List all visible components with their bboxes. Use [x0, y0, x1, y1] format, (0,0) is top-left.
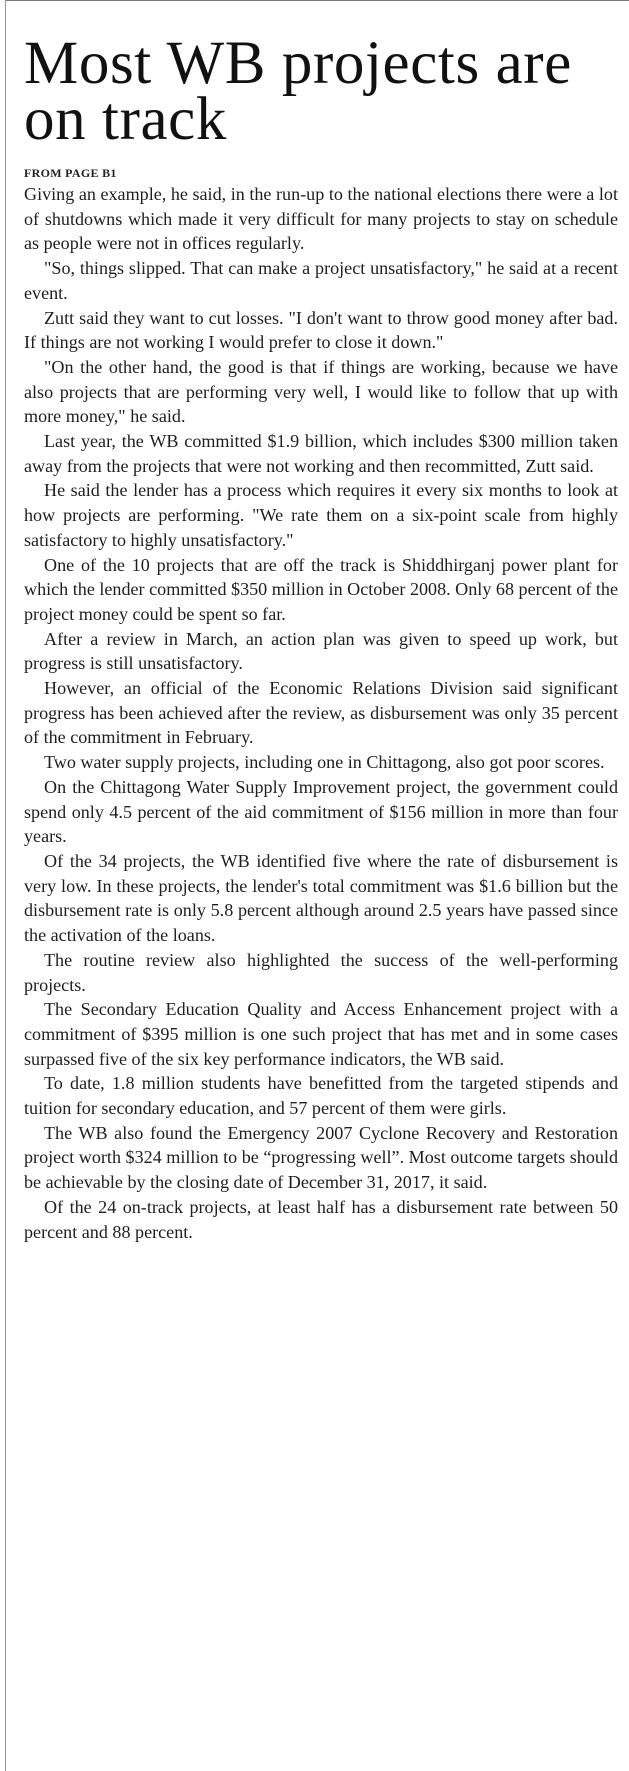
headline: Most WB projects are on track	[24, 30, 572, 153]
jump-line: FROM PAGE B1	[24, 166, 117, 180]
paragraph: He said the lender has a process which requires it every six months to look at how projects are performing. "We rate them on a six-point scale from highly satisfactory to highly unsatisfactory."	[24, 480, 618, 550]
paragraph: Zutt said they want to cut losses. "I don't want to throw good money after bad. If things are not working I would prefer to close it down."	[24, 307, 618, 353]
paragraph: Of the 34 projects, the WB identified five where the rate of disbursement is very low. In these projects, the lender's total commitment was $1.6 billion but the disbursement rate is only 5.8 percent although around 2.5 years have passed since the activation of the loans.	[24, 850, 618, 946]
paragraph: The WB also found the Emergency 2007 Cyclone Recovery and Restoration project worth $324 million to be “progressing well”. Most outcome targets should be achievable by the closing date of December 31, 2017, it said.	[24, 1122, 618, 1193]
paragraph: Giving an example, he said, in the run-up to the national elections there were a lot of shutdowns which made it very difficult for many projects to stay on schedule as people were not in offices regularly.	[24, 184, 618, 254]
paragraph: One of the 10 projects that are off the track is Shiddhirganj power plant for which the lender committed $350 million in October 2008. Only 68 percent of the project money could be spent so far.	[24, 554, 618, 624]
paragraph: "On the other hand, the good is that if things are working, because we have also projects that are performing very well, I would like to follow that up with more money," he said.	[24, 356, 618, 427]
paragraph: On the Chittagong Water Supply Improvement project, the government could spend only 4.5 percent of the aid commitment of $156 million in more than four years.	[24, 776, 618, 847]
paragraph: The Secondary Education Quality and Access Enhancement project with a commitment of $395 million is one such project that has met and in some cases surpassed five of the six key performance indicators, the WB said.	[24, 999, 618, 1069]
paragraph: The routine review also highlighted the success of the well-performing projects.	[24, 949, 618, 995]
paragraph: Two water supply projects, including one in Chittagong, also got poor scores.	[44, 752, 605, 773]
paragraph: To date, 1.8 million students have benefitted from the targeted stipends and tuition for secondary education, and 57 percent of them were girls.	[24, 1073, 618, 1119]
paragraph: However, an official of the Economic Relations Division said significant progress has been achieved after the review, as disbursement was only 35 percent of the commitment in February.	[24, 678, 618, 748]
paragraph: Last year, the WB committed $1.9 billion, which includes $300 million taken away from the projects that were not working and then recommitted, Zutt said.	[24, 431, 618, 476]
top-rule	[5, 0, 629, 1]
column-rule	[5, 0, 6, 1771]
paragraph: "So, things slipped. That can make a project unsatisfactory," he said at a recent event.	[24, 258, 618, 303]
article-body	[24, 182, 618, 1244]
news-article	[24, 30, 618, 1244]
paragraph: Of the 24 on-track projects, at least half has a disbursement rate between 50 percent and 88 percent.	[24, 1196, 618, 1242]
paragraph: After a review in March, an action plan was given to speed up work, but progress is still unsatisfactory.	[24, 628, 618, 674]
